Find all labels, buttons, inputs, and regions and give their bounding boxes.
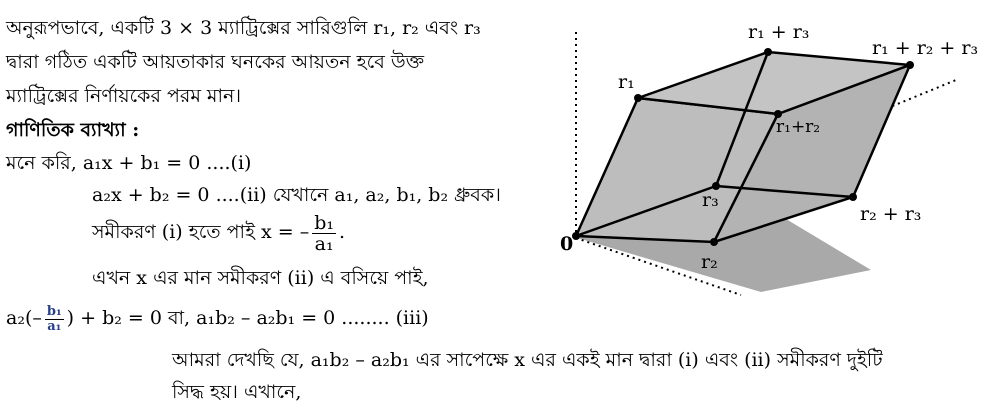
vertex-r2 xyxy=(710,238,718,246)
parallelepiped-figure xyxy=(556,10,996,310)
fraction-numerator: b₁ xyxy=(46,303,62,319)
equation-x-suffix: . xyxy=(339,221,346,243)
vertex-r2r3 xyxy=(849,193,857,201)
fraction-b1-a1 xyxy=(312,213,336,254)
equation-iii-prefix: a₂(– xyxy=(6,307,42,329)
equation-iii xyxy=(6,296,429,340)
equation-x-prefix: সমীকরণ (i) হতে পাই x = – xyxy=(92,221,310,243)
label-r3: r₃ xyxy=(702,189,719,211)
conclusion-line-1: আমরা দেখছি যে, a₁b₂ – a₂b₁ এর সাপেক্ষে x এর একই মান দ্বারা (i) এবং (ii) সমীকরণ দুইটি xyxy=(172,349,883,371)
label-r2: r₂ xyxy=(701,251,718,273)
conclusion-line-2: সিদ্ধ হয়। এখানে, xyxy=(172,381,302,403)
fraction-denominator: a₁ xyxy=(314,232,334,255)
equation-i: মনে করি, a₁x + b₁ = 0 ....(i) xyxy=(6,152,252,174)
paragraph-line-1: অনুরূপভাবে, একটি 3 × 3 ম্যাট্রিক্সের সারিগুলি r₁, r₂ এবং r₃ xyxy=(6,17,481,39)
fraction-denominator: a₁ xyxy=(47,318,62,334)
label-r1r2r3: r₁ + r₂ + r₃ xyxy=(872,37,979,59)
label-r1: r₁ xyxy=(618,71,635,93)
paragraph-line-2: দ্বারা গঠিত একটি আয়তাকার ঘনকের আয়তন হবে উক্ত xyxy=(6,51,425,73)
fraction-numerator: b₁ xyxy=(314,211,334,234)
section-heading: গাণিতিক ব্যাখ্যা : xyxy=(6,119,140,141)
equation-x-value xyxy=(92,210,345,254)
vertex-r1r2r3 xyxy=(906,61,914,69)
paragraph-line-3: ম্যাট্রিক্সের নির্ণায়কের পরম মান। xyxy=(6,85,242,107)
label-r2r3: r₂ + r₃ xyxy=(860,203,922,225)
fraction-b1-a1-small xyxy=(45,305,64,334)
vertex-r1r3 xyxy=(764,48,772,56)
substitution-sentence: এখন x এর মান সমীকরণ (ii) এ বসিয়ে পাই, xyxy=(92,267,429,289)
equation-ii: a₂x + b₂ = 0 ....(ii) যেখানে a₁, a₂, b₁, b₂ ধ্রুবক। xyxy=(92,184,501,206)
label-origin: 0 xyxy=(560,233,574,255)
equation-iii-suffix: ) + b₂ = 0 বা, a₁b₂ – a₂b₁ = 0 ........ (iii) xyxy=(66,307,429,329)
vertex-r1 xyxy=(634,94,642,102)
label-r1r2: r₁+r₂ xyxy=(776,117,821,137)
label-r1r3: r₁ + r₃ xyxy=(748,21,810,43)
